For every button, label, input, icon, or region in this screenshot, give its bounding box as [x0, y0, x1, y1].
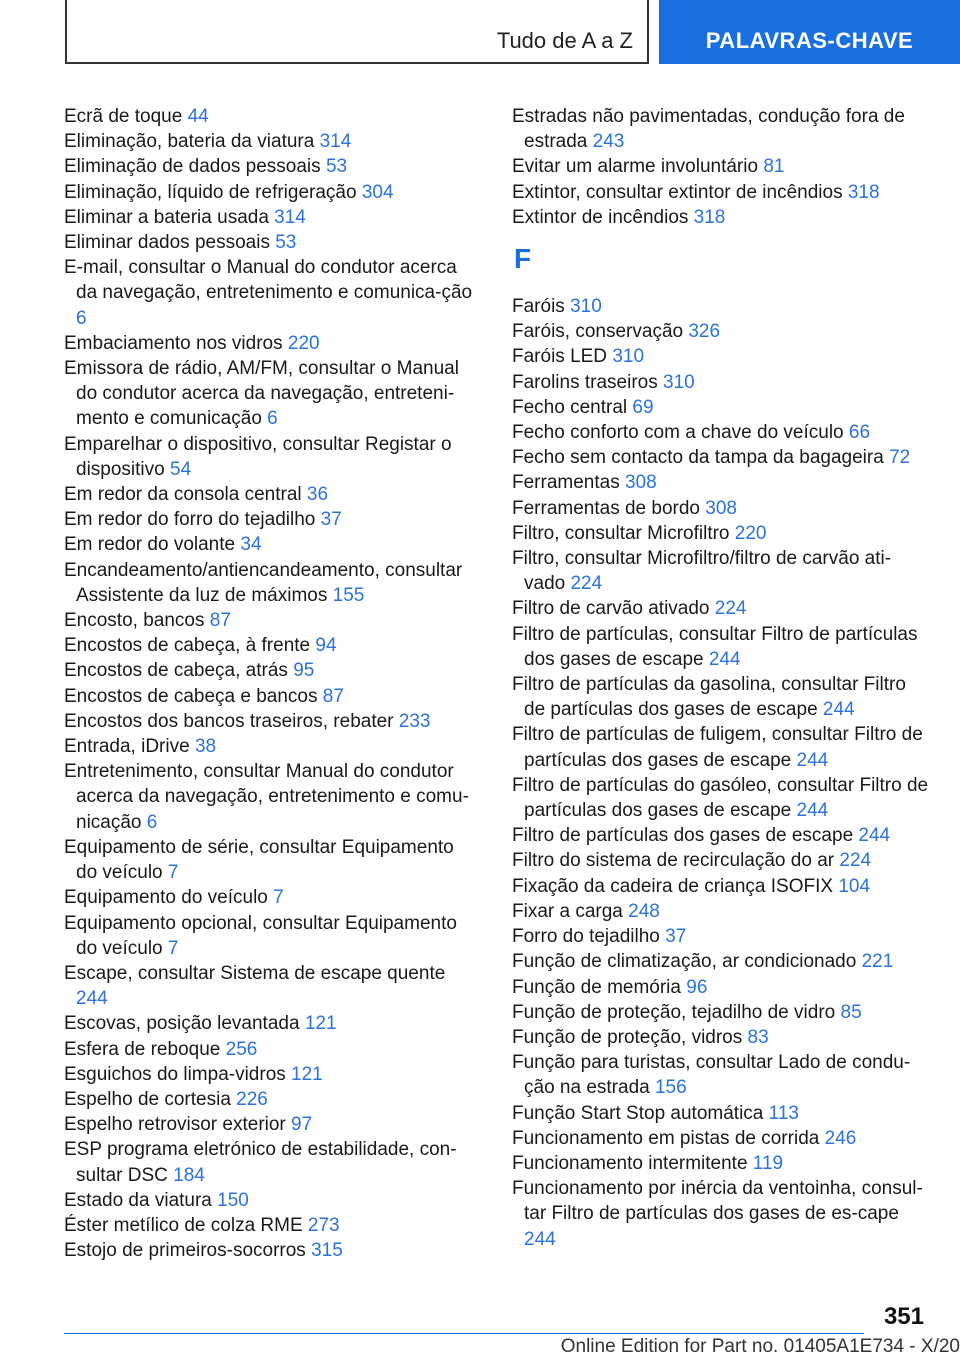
header-az-tab[interactable]: [65, 0, 649, 64]
entry-text: Emparelhar o dispositivo, consultar Registar o dispositivo: [64, 433, 452, 480]
page-link[interactable]: 318: [847, 181, 880, 203]
entry-text: Encostos de cabeça, à frente: [64, 635, 311, 657]
entry-text: Filtro, consultar Microfiltro: [512, 522, 730, 544]
page-link[interactable]: 310: [663, 371, 695, 393]
section-letter: F: [514, 243, 532, 275]
page-link[interactable]: 119: [752, 1152, 784, 1174]
index-entry: [512, 1025, 932, 1050]
index-entry: [512, 1050, 932, 1100]
index-entry: [64, 1213, 474, 1238]
entry-text: Faróis LED: [512, 346, 608, 368]
index-entry: [64, 961, 474, 1011]
page-link[interactable]: 6: [267, 408, 278, 430]
entry-text: Filtro, consultar Microfiltro/filtro de carvão ati‐vado: [512, 548, 892, 595]
page-link[interactable]: 7: [273, 887, 284, 909]
page-link[interactable]: 224: [839, 850, 872, 872]
page-link[interactable]: 53: [275, 232, 297, 254]
entry-text: Extintor de incêndios: [512, 206, 689, 228]
entry-text: Ecrã de toque: [64, 106, 183, 127]
entry-text: Função de proteção, vidros: [512, 1026, 743, 1048]
index-entry: [64, 835, 474, 885]
page-link[interactable]: 318: [693, 206, 726, 228]
index-entry: [64, 1112, 474, 1137]
index-entry: [512, 924, 932, 949]
entry-text: Eliminação de dados pessoais: [64, 156, 321, 178]
entry-text: Estradas não pavimentadas, condução fora de estrada: [512, 106, 905, 153]
page-link[interactable]: 83: [747, 1026, 769, 1048]
entry-text: Farolins traseiros: [512, 371, 658, 393]
index-entry: [64, 1137, 474, 1187]
page-link[interactable]: 72: [889, 447, 911, 469]
index-entry: [64, 255, 474, 331]
entry-text: Encostos de cabeça, atrás: [64, 660, 288, 682]
page-link[interactable]: 54: [170, 458, 192, 480]
index-entry: [512, 596, 932, 621]
index-entry: [64, 432, 474, 482]
index-entry: [512, 294, 932, 319]
entry-text: Eliminação, bateria da viatura: [64, 131, 315, 153]
index-entry: [64, 129, 474, 154]
index-entry: [64, 1087, 474, 1112]
index-entry: [512, 370, 932, 395]
page-link[interactable]: 6: [76, 307, 87, 329]
entry-text: Embaciamento nos vidros: [64, 332, 283, 354]
entry-text: Eliminar dados pessoais: [64, 232, 270, 254]
index-entry: [512, 722, 932, 772]
index-entry: [64, 180, 474, 205]
page-link[interactable]: 314: [274, 206, 306, 228]
index-entry: [64, 1062, 474, 1087]
index-entry: [512, 823, 932, 848]
entry-text: Eliminação, líquido de refrigeração: [64, 181, 357, 203]
page-link[interactable]: 233: [398, 710, 431, 732]
page-link[interactable]: 308: [624, 472, 657, 494]
page-link[interactable]: 304: [361, 181, 394, 203]
index-entry: [64, 558, 474, 608]
entry-text: Equipamento do veículo: [64, 887, 268, 909]
index-entry: [512, 949, 932, 974]
page-link[interactable]: 95: [293, 660, 315, 682]
page-link[interactable]: 244: [858, 825, 891, 847]
index-entry: [512, 395, 932, 420]
entry-text: Ferramentas: [512, 472, 620, 494]
index-entry: [512, 470, 932, 495]
page-link[interactable]: 308: [705, 497, 737, 519]
page-link[interactable]: 326: [688, 321, 721, 343]
entry-text: Função de climatização, ar condicionado: [512, 951, 857, 973]
entry-text: Forro do tejadilho: [512, 926, 660, 948]
entry-text: Filtro de partículas dos gases de escape: [512, 825, 854, 847]
index-entry: [64, 230, 474, 255]
entry-text: Faróis, conservação: [512, 321, 684, 343]
index-entry: [512, 848, 932, 873]
index-entry: [512, 874, 932, 899]
entry-text: Equipamento de série, consultar Equipamento do veículo: [64, 836, 454, 884]
entry-text: Faróis: [512, 296, 565, 318]
index-entry: [512, 154, 932, 179]
page-link[interactable]: 246: [824, 1127, 857, 1149]
page-link[interactable]: 7: [167, 937, 179, 959]
index-group-f: [512, 294, 932, 1252]
page-link[interactable]: 6: [146, 811, 158, 833]
page-link[interactable]: 53: [325, 156, 348, 178]
entry-text: Esguichos do limpa-vidros: [64, 1063, 286, 1085]
page-link[interactable]: 36: [306, 484, 329, 506]
page-link[interactable]: 315: [311, 1240, 343, 1262]
page-link[interactable]: 256: [225, 1038, 258, 1060]
entry-text: Encosto, bancos: [64, 610, 205, 632]
page-link[interactable]: 104: [838, 875, 871, 897]
page-link[interactable]: 244: [796, 800, 829, 822]
entry-text: Esfera de reboque: [64, 1038, 221, 1060]
index-entry: [512, 546, 932, 596]
page-link[interactable]: 85: [840, 1001, 862, 1023]
index-entry: [512, 1176, 932, 1252]
index-entry: [512, 104, 932, 154]
entry-text: Encostos de cabeça e bancos: [64, 685, 318, 707]
entry-text: Fecho conforto com a chave do veículo: [512, 422, 844, 444]
index-entry: [64, 482, 474, 507]
index-column-left: [64, 104, 474, 1263]
page-link[interactable]: 121: [304, 1013, 337, 1035]
page-link[interactable]: 220: [734, 522, 767, 544]
entry-text: Em redor da consola central: [64, 484, 302, 506]
entry-text: Emissora de rádio, AM/FM, consultar o Manual do condutor acerca da navegação, entreteni‐mento e comunicação: [64, 358, 459, 430]
index-entry: [512, 319, 932, 344]
entry-text: Funcionamento em pistas de corrida: [512, 1127, 820, 1149]
entry-text: Encandeamento/antiencandeamento, consultar Assistente da luz de máximos: [64, 559, 463, 606]
entry-text: Fecho central: [512, 396, 628, 418]
page-link[interactable]: 37: [665, 926, 687, 948]
page-link[interactable]: 243: [592, 131, 625, 153]
index-entry: [64, 356, 474, 432]
page-link[interactable]: 224: [714, 598, 747, 620]
entry-text: Entretenimento, consultar Manual do condutor acerca da navegação, entretenimento e comu‐nicação: [64, 761, 469, 833]
entry-text: Entrada, iDrive: [64, 736, 190, 758]
entry-text: Encostos dos bancos traseiros, rebater: [64, 710, 394, 732]
page-link[interactable]: 38: [194, 736, 217, 758]
index-entry: [512, 344, 932, 369]
entry-text: Espelho retrovisor exterior: [64, 1114, 286, 1136]
index-entry: [512, 180, 932, 205]
page-link[interactable]: 155: [332, 584, 365, 606]
index-entry: [64, 1238, 474, 1263]
index-entry: [64, 532, 474, 557]
page-link[interactable]: 220: [287, 332, 320, 354]
entry-text: Escape, consultar Sistema de escape quente: [64, 962, 446, 984]
index-entry: [512, 445, 932, 470]
entry-text: Espelho de cortesia: [64, 1088, 231, 1110]
page-link[interactable]: 97: [291, 1114, 313, 1136]
page-link[interactable]: 226: [236, 1088, 268, 1110]
page-link[interactable]: 113: [768, 1102, 799, 1124]
entry-text: Função Start Stop automática: [512, 1102, 764, 1124]
page-link[interactable]: 87: [209, 610, 231, 632]
entry-text: Filtro de partículas de fuligem, consultar Filtro de partículas dos gases de escape: [512, 724, 923, 771]
index-entry: [64, 331, 474, 356]
entry-text: Evitar um alarme involuntário: [512, 156, 759, 178]
index-entry: [512, 672, 932, 722]
keywords-tab[interactable]: PALAVRAS-CHAVE: [659, 0, 960, 64]
index-entry: [512, 521, 932, 546]
entry-text: Em redor do volante: [64, 534, 236, 556]
entry-text: Filtro de partículas da gasolina, consultar Filtro de partículas dos gases de escape: [512, 674, 906, 721]
index-entry: [64, 1011, 474, 1036]
page-link[interactable]: 244: [822, 699, 855, 721]
index-entry: [512, 1000, 932, 1025]
page-link[interactable]: 310: [570, 296, 602, 318]
entry-text: Estado da viatura: [64, 1189, 212, 1211]
page-link[interactable]: 314: [319, 131, 352, 153]
entry-text: Equipamento opcional, consultar Equipamento do veículo: [64, 912, 457, 959]
index-entry: [64, 911, 474, 961]
index-entry: [512, 205, 932, 230]
page-link[interactable]: 244: [708, 648, 741, 670]
page-link[interactable]: 273: [307, 1214, 340, 1236]
page-link[interactable]: 37: [320, 509, 342, 531]
footer-divider: [64, 1333, 864, 1334]
entry-text: Função de memória: [512, 976, 681, 998]
index-entry: [64, 1037, 474, 1062]
entry-text: Funcionamento por inércia da ventoinha, consul‐tar Filtro de partículas dos gases de es‐cape: [512, 1178, 923, 1225]
index-entry: [512, 496, 932, 521]
page-link[interactable]: 96: [686, 976, 708, 998]
tab-az-label: Tudo de A a Z: [496, 28, 633, 53]
page-link[interactable]: 244: [524, 1228, 556, 1250]
page-link[interactable]: 34: [240, 534, 262, 556]
index-entry: [512, 899, 932, 924]
page-link[interactable]: 184: [173, 1164, 205, 1186]
entry-text: Éster metílico de colza RME: [64, 1214, 303, 1236]
index-entry: [512, 1151, 932, 1176]
page-link[interactable]: 69: [632, 396, 654, 418]
page-link[interactable]: 248: [628, 900, 660, 922]
index-group-e: [512, 104, 932, 230]
entry-text: Eliminar a bateria usada: [64, 206, 269, 228]
index-entry: [512, 773, 932, 823]
index-entry: [64, 759, 474, 835]
entry-text: Filtro de carvão ativado: [512, 598, 710, 620]
page-link[interactable]: 224: [570, 573, 603, 595]
page-number: 351: [883, 1303, 924, 1330]
index-entry: [64, 1188, 474, 1213]
entry-text: Funcionamento intermitente: [512, 1152, 748, 1174]
index-entry: [64, 608, 474, 633]
index-entry: [512, 1126, 932, 1151]
index-entry: [64, 734, 474, 759]
index-entry: [512, 1101, 932, 1126]
index-entry: [512, 420, 932, 445]
entry-text: Extintor, consultar extintor de incêndios: [512, 181, 843, 203]
entry-text: Fecho sem contacto da tampa da bagageira: [512, 447, 884, 469]
footer-text: Online Edition for Part no. 01405A1E734 - X/20: [560, 1336, 960, 1357]
entry-text: Fixação da cadeira de criança ISOFIX: [512, 875, 834, 897]
index-entry: [64, 154, 474, 179]
page-link[interactable]: 7: [167, 862, 179, 884]
entry-text: Estojo de primeiros-socorros: [64, 1240, 306, 1262]
page-link[interactable]: 87: [322, 685, 344, 707]
entry-text: ESP programa eletrónico de estabilidade, con‐sultar DSC: [64, 1139, 457, 1186]
index-entry: [64, 709, 474, 734]
page-link[interactable]: 310: [612, 346, 645, 368]
page-link[interactable]: 94: [315, 635, 337, 657]
index-column-right: [512, 104, 932, 1252]
page-link[interactable]: 244: [796, 749, 829, 771]
page-link[interactable]: 221: [861, 951, 894, 973]
entry-text: Função para turistas, consultar Lado de condu‐ção na estrada: [512, 1052, 911, 1099]
index-entry: [64, 507, 474, 532]
index-entry: [64, 658, 474, 683]
page-link[interactable]: 66: [848, 422, 871, 444]
entry-text: Escovas, posição levantada: [64, 1013, 300, 1035]
index-entry: [64, 684, 474, 709]
index-entry: [512, 622, 932, 672]
page-link[interactable]: 156: [654, 1077, 687, 1099]
page-link[interactable]: 150: [217, 1189, 249, 1211]
page-link[interactable]: 44: [187, 106, 209, 127]
page-link[interactable]: 81: [763, 156, 785, 178]
page-link[interactable]: 244: [76, 988, 108, 1010]
entry-text: Ferramentas de bordo: [512, 497, 700, 519]
index-entry: [64, 205, 474, 230]
page-link[interactable]: 121: [291, 1063, 323, 1085]
index-entry: [512, 975, 932, 1000]
entry-text: Filtro do sistema de recirculação do ar: [512, 850, 835, 872]
index-entry: [64, 885, 474, 910]
entry-text: Função de proteção, tejadilho de vidro: [512, 1001, 836, 1023]
index-entry: [64, 633, 474, 658]
index-entry: [64, 104, 474, 129]
entry-text: Em redor do forro do tejadilho: [64, 509, 316, 531]
entry-text: E-mail, consultar o Manual do condutor acerca da navegação, entretenimento e comunica‐ção: [64, 257, 473, 304]
entry-text: Fixar a carga: [512, 900, 623, 922]
entry-text: Filtro de partículas, consultar Filtro de partículas dos gases de escape: [512, 623, 918, 670]
entry-text: Filtro de partículas do gasóleo, consultar Filtro de partículas dos gases de escape: [512, 774, 929, 822]
